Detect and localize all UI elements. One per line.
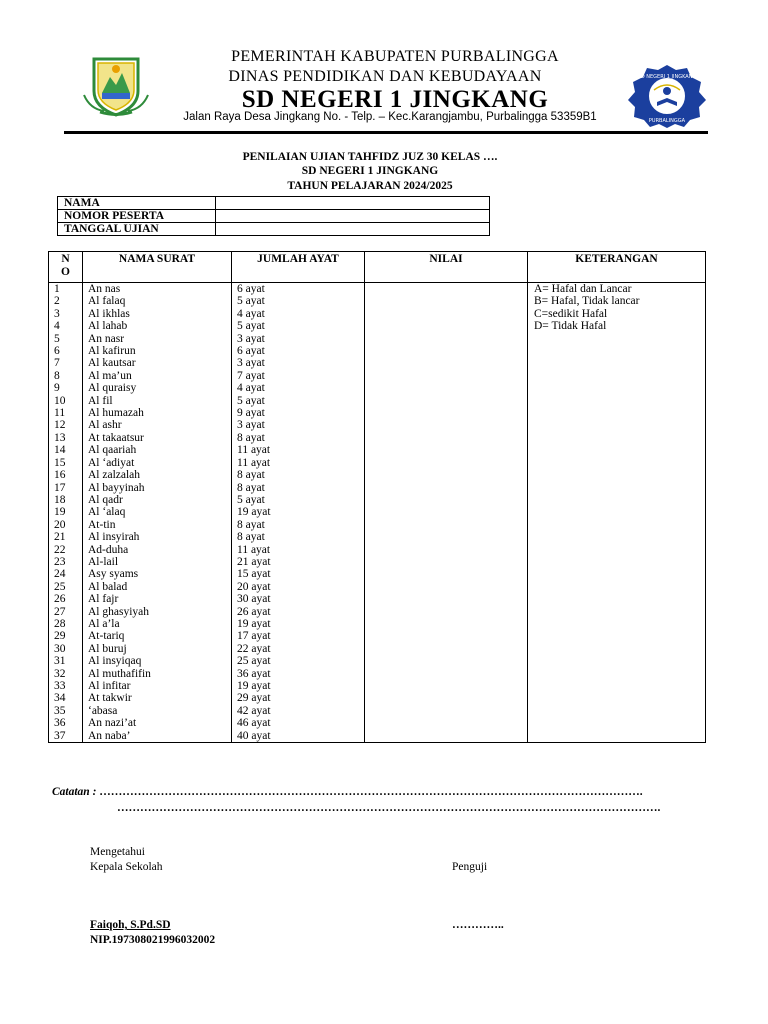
table-row [49, 295, 706, 307]
cell-keterangan [528, 593, 706, 605]
document-title: PENILAIAN UJIAN TAHFIDZ JUZ 30 KELAS …. [242, 151, 498, 163]
cell-jumlah-ayat: 17 ayat [232, 630, 365, 642]
identity-row [58, 210, 490, 223]
letterhead-regency: PEMERINTAH KABUPATEN PURBALINGGA [231, 48, 559, 65]
table-row [49, 519, 706, 531]
table-row [49, 407, 706, 419]
catatan-line-2[interactable]: ……………………………………………………………………………………………………………………………. [117, 802, 661, 814]
table-row [49, 320, 706, 332]
table-row [49, 655, 706, 667]
cell-nilai[interactable] [365, 444, 528, 456]
col-header-no-top: N [61, 253, 70, 265]
table-row [49, 357, 706, 369]
cell-jumlah-ayat: 3 ayat [232, 333, 365, 345]
cell-nilai[interactable] [365, 357, 528, 369]
cell-nama-surat: Al insyirah [83, 531, 232, 543]
cell-jumlah-ayat: 6 ayat [232, 345, 365, 357]
cell-no: 37 [49, 730, 83, 743]
cell-nilai[interactable] [365, 333, 528, 345]
cell-keterangan [528, 643, 706, 655]
cell-nilai[interactable] [365, 630, 528, 642]
cell-no: 8 [49, 370, 83, 382]
cell-nama-surat: Al ‘alaq [83, 506, 232, 518]
identity-label-nomor-peserta: NOMOR PESERTA [58, 210, 216, 223]
cell-nilai[interactable] [365, 283, 528, 296]
cell-nama-surat: Al muthafifin [83, 668, 232, 680]
cell-nilai[interactable] [365, 382, 528, 394]
cell-nama-surat: Al-lail [83, 556, 232, 568]
cell-jumlah-ayat: 30 ayat [232, 593, 365, 605]
cell-keterangan [528, 568, 706, 580]
cell-nilai[interactable] [365, 519, 528, 531]
cell-no: 27 [49, 606, 83, 618]
assessment-table [48, 251, 706, 743]
cell-nama-surat: Al ikhlas [83, 308, 232, 320]
cell-nama-surat: Al ‘adiyat [83, 457, 232, 469]
cell-nama-surat: Ad-duha [83, 544, 232, 556]
document-subtitle-year: TAHUN PELAJARAN 2024/2025 [287, 180, 453, 192]
cell-jumlah-ayat: 8 ayat [232, 519, 365, 531]
cell-nilai[interactable] [365, 581, 528, 593]
cell-keterangan [528, 544, 706, 556]
cell-nama-surat: Al fajr [83, 593, 232, 605]
cell-nama-surat: Al balad [83, 581, 232, 593]
cell-no: 14 [49, 444, 83, 456]
cell-no: 31 [49, 655, 83, 667]
cell-keterangan [528, 531, 706, 543]
cell-keterangan [528, 457, 706, 469]
cell-nama-surat: At takaatsur [83, 432, 232, 444]
cell-keterangan [528, 333, 706, 345]
cell-nilai[interactable] [365, 469, 528, 481]
cell-nilai[interactable] [365, 668, 528, 680]
cell-jumlah-ayat: 8 ayat [232, 531, 365, 543]
cell-nilai[interactable] [365, 395, 528, 407]
table-row [49, 457, 706, 469]
cell-jumlah-ayat: 26 ayat [232, 606, 365, 618]
cell-nama-surat: ‘abasa [83, 705, 232, 717]
cell-no: 28 [49, 618, 83, 630]
table-row [49, 643, 706, 655]
cell-nama-surat: Al humazah [83, 407, 232, 419]
table-row [49, 395, 706, 407]
table-row [49, 531, 706, 543]
cell-nilai[interactable] [365, 643, 528, 655]
cell-keterangan [528, 494, 706, 506]
cell-jumlah-ayat: 5 ayat [232, 494, 365, 506]
kepala-sekolah-label: Kepala Sekolah [90, 861, 163, 873]
cell-nama-surat: Al insyiqaq [83, 655, 232, 667]
table-row [49, 283, 706, 296]
cell-no: 30 [49, 643, 83, 655]
cell-no: 15 [49, 457, 83, 469]
cell-keterangan [528, 370, 706, 382]
cell-no: 26 [49, 593, 83, 605]
cell-keterangan [528, 357, 706, 369]
cell-nama-surat: An nasr [83, 333, 232, 345]
table-row [49, 668, 706, 680]
cell-no: 20 [49, 519, 83, 531]
cell-jumlah-ayat: 5 ayat [232, 320, 365, 332]
cell-jumlah-ayat: 3 ayat [232, 357, 365, 369]
cell-nilai[interactable] [365, 730, 528, 743]
table-row [49, 556, 706, 568]
cell-keterangan [528, 655, 706, 667]
table-row [49, 717, 706, 729]
penguji-label: Penguji [452, 861, 488, 873]
identity-label-nama: NAMA [58, 197, 216, 210]
cell-keterangan [528, 618, 706, 630]
cell-nama-surat: Al buruj [83, 643, 232, 655]
cell-no: 11 [49, 407, 83, 419]
cell-keterangan [528, 482, 706, 494]
table-row [49, 419, 706, 431]
table-row [49, 333, 706, 345]
cell-jumlah-ayat: 8 ayat [232, 432, 365, 444]
cell-nilai[interactable] [365, 680, 528, 692]
cell-nilai[interactable] [365, 419, 528, 431]
cell-no: 35 [49, 705, 83, 717]
cell-nama-surat: At takwir [83, 692, 232, 704]
cell-jumlah-ayat: 3 ayat [232, 419, 365, 431]
cell-jumlah-ayat: 4 ayat [232, 308, 365, 320]
cell-no: 36 [49, 717, 83, 729]
purbalingga-regency-logo [80, 55, 152, 117]
cell-jumlah-ayat: 20 ayat [232, 581, 365, 593]
cell-jumlah-ayat: 19 ayat [232, 618, 365, 630]
cell-no: 25 [49, 581, 83, 593]
table-row [49, 544, 706, 556]
letterhead-address: Jalan Raya Desa Jingkang No. - Telp. – Kec.Karangjambu, Purbalingga 53359B1 [183, 111, 597, 123]
table-row [49, 432, 706, 444]
cell-no: 6 [49, 345, 83, 357]
table-row [49, 370, 706, 382]
cell-jumlah-ayat: 36 ayat [232, 668, 365, 680]
table-row [49, 382, 706, 394]
cell-nama-surat: An nazi’at [83, 717, 232, 729]
penguji-name-placeholder[interactable]: ………….. [452, 919, 504, 931]
cell-nilai[interactable] [365, 593, 528, 605]
identity-label-tanggal-ujian: TANGGAL UJIAN [58, 223, 216, 236]
col-header-keterangan: KETERANGAN [528, 252, 706, 283]
cell-no: 12 [49, 419, 83, 431]
logo-ring-text: SD NEGERI 1 JINGKANG [637, 74, 697, 80]
table-row [49, 680, 706, 692]
cell-nama-surat: An nas [83, 283, 232, 296]
cell-nama-surat: At-tin [83, 519, 232, 531]
logo-bottom-text: PURBALINGGA [648, 118, 686, 124]
cell-nilai[interactable] [365, 705, 528, 717]
cell-jumlah-ayat: 5 ayat [232, 395, 365, 407]
table-row [49, 482, 706, 494]
cell-no: 16 [49, 469, 83, 481]
cell-nama-surat: An naba’ [83, 730, 232, 743]
identity-table [57, 196, 490, 236]
cell-nilai[interactable] [365, 618, 528, 630]
cell-jumlah-ayat: 5 ayat [232, 295, 365, 307]
cell-nilai[interactable] [365, 320, 528, 332]
cell-jumlah-ayat: 19 ayat [232, 680, 365, 692]
cell-nilai[interactable] [365, 692, 528, 704]
cell-keterangan: D= Tidak Hafal [528, 320, 706, 332]
letterhead-office: DINAS PENDIDIKAN DAN KEBUDAYAAN [228, 68, 542, 85]
cell-jumlah-ayat: 11 ayat [232, 544, 365, 556]
cell-jumlah-ayat: 7 ayat [232, 370, 365, 382]
cell-nama-surat: Al a’la [83, 618, 232, 630]
cell-nilai[interactable] [365, 370, 528, 382]
letterhead-divider [64, 131, 708, 134]
cell-no: 10 [49, 395, 83, 407]
cell-jumlah-ayat: 25 ayat [232, 655, 365, 667]
cell-nama-surat: Al kautsar [83, 357, 232, 369]
cell-nilai[interactable] [365, 531, 528, 543]
table-row [49, 618, 706, 630]
cell-nama-surat: Al zalzalah [83, 469, 232, 481]
cell-nilai[interactable] [365, 482, 528, 494]
cell-keterangan [528, 606, 706, 618]
cell-jumlah-ayat: 11 ayat [232, 457, 365, 469]
table-row [49, 692, 706, 704]
cell-nama-surat: Al falaq [83, 295, 232, 307]
document-subtitle-school: SD NEGERI 1 JINGKANG [301, 165, 439, 177]
col-header-nilai: NILAI [365, 252, 528, 283]
cell-nilai[interactable] [365, 457, 528, 469]
cell-no: 3 [49, 308, 83, 320]
table-row [49, 308, 706, 320]
cell-no: 19 [49, 506, 83, 518]
cell-nilai[interactable] [365, 655, 528, 667]
cell-jumlah-ayat: 8 ayat [232, 482, 365, 494]
table-row [49, 593, 706, 605]
cell-keterangan [528, 630, 706, 642]
cell-nama-surat: Al ashr [83, 419, 232, 431]
cell-keterangan [528, 730, 706, 743]
cell-nilai[interactable] [365, 506, 528, 518]
mengetahui-label: Mengetahui [90, 846, 145, 858]
table-row [49, 581, 706, 593]
cell-keterangan [528, 469, 706, 481]
cell-no: 21 [49, 531, 83, 543]
cell-no: 23 [49, 556, 83, 568]
cell-nama-surat: Al quraisy [83, 382, 232, 394]
cell-keterangan [528, 345, 706, 357]
identity-row [58, 223, 490, 236]
cell-no: 29 [49, 630, 83, 642]
cell-no: 33 [49, 680, 83, 692]
cell-keterangan [528, 407, 706, 419]
table-row [49, 568, 706, 580]
cell-keterangan [528, 382, 706, 394]
cell-nama-surat: Al qaariah [83, 444, 232, 456]
cell-jumlah-ayat: 21 ayat [232, 556, 365, 568]
cell-keterangan [528, 432, 706, 444]
cell-jumlah-ayat: 8 ayat [232, 469, 365, 481]
cell-nama-surat: Al lahab [83, 320, 232, 332]
cell-keterangan: C=sedikit Hafal [528, 308, 706, 320]
cell-no: 2 [49, 295, 83, 307]
cell-jumlah-ayat: 22 ayat [232, 643, 365, 655]
cell-keterangan [528, 395, 706, 407]
cell-nilai[interactable] [365, 568, 528, 580]
cell-no: 9 [49, 382, 83, 394]
cell-nilai[interactable] [365, 345, 528, 357]
cell-nilai[interactable] [365, 606, 528, 618]
cell-no: 18 [49, 494, 83, 506]
col-header-no [49, 252, 83, 283]
cell-jumlah-ayat: 42 ayat [232, 705, 365, 717]
col-header-jumlah-ayat: JUMLAH AYAT [232, 252, 365, 283]
cell-jumlah-ayat: 15 ayat [232, 568, 365, 580]
cell-nilai[interactable] [365, 308, 528, 320]
cell-keterangan [528, 506, 706, 518]
cell-keterangan [528, 680, 706, 692]
cell-nama-surat: Al bayyinah [83, 482, 232, 494]
cell-no: 24 [49, 568, 83, 580]
cell-nilai[interactable] [365, 717, 528, 729]
table-row [49, 469, 706, 481]
table-row [49, 705, 706, 717]
cell-nilai[interactable] [365, 494, 528, 506]
cell-keterangan [528, 717, 706, 729]
col-header-nama-surat: NAMA SURAT [83, 252, 232, 283]
catatan-line-1[interactable]: ……………………………………………………………………………………………………………………………. [99, 786, 643, 798]
cell-nama-surat: Al qadr [83, 494, 232, 506]
kepala-sekolah-name: Faiqoh, S.Pd.SD [90, 919, 171, 931]
cell-nama-surat: Asy syams [83, 568, 232, 580]
cell-jumlah-ayat: 46 ayat [232, 717, 365, 729]
col-header-no-bottom: O [61, 266, 70, 278]
cell-no: 13 [49, 432, 83, 444]
cell-no: 4 [49, 320, 83, 332]
table-row [49, 730, 706, 743]
cell-no: 22 [49, 544, 83, 556]
identity-field-nomor-peserta[interactable] [216, 210, 490, 223]
cell-jumlah-ayat: 6 ayat [232, 283, 365, 296]
cell-nama-surat: Al ma’un [83, 370, 232, 382]
cell-no: 7 [49, 357, 83, 369]
cell-keterangan [528, 556, 706, 568]
cell-nilai[interactable] [365, 295, 528, 307]
cell-nama-surat: Al infitar [83, 680, 232, 692]
cell-keterangan [528, 519, 706, 531]
cell-jumlah-ayat: 19 ayat [232, 506, 365, 518]
cell-jumlah-ayat: 4 ayat [232, 382, 365, 394]
cell-nama-surat: Al kafirun [83, 345, 232, 357]
table-header-row [49, 252, 706, 283]
cell-keterangan: B= Hafal, Tidak lancar [528, 295, 706, 307]
cell-jumlah-ayat: 11 ayat [232, 444, 365, 456]
cell-keterangan [528, 705, 706, 717]
cell-nilai[interactable] [365, 556, 528, 568]
cell-no: 1 [49, 283, 83, 296]
cell-keterangan [528, 444, 706, 456]
table-row [49, 606, 706, 618]
cell-keterangan [528, 692, 706, 704]
table-row [49, 345, 706, 357]
cell-nilai[interactable] [365, 544, 528, 556]
cell-jumlah-ayat: 29 ayat [232, 692, 365, 704]
cell-keterangan [528, 668, 706, 680]
cell-nilai[interactable] [365, 432, 528, 444]
cell-nilai[interactable] [365, 407, 528, 419]
cell-no: 32 [49, 668, 83, 680]
cell-no: 34 [49, 692, 83, 704]
cell-jumlah-ayat: 40 ayat [232, 730, 365, 743]
cell-keterangan: A= Hafal dan Lancar [528, 283, 706, 296]
identity-field-nama[interactable] [216, 197, 490, 210]
letterhead-school-name: SD NEGERI 1 JINGKANG [241, 86, 549, 113]
identity-row [58, 197, 490, 210]
table-row [49, 444, 706, 456]
cell-no: 5 [49, 333, 83, 345]
cell-keterangan [528, 581, 706, 593]
cell-jumlah-ayat: 9 ayat [232, 407, 365, 419]
kepala-sekolah-nip: NIP.197308021996032002 [90, 934, 216, 946]
catatan-label: Catatan : [52, 786, 97, 798]
cell-nama-surat: At-tariq [83, 630, 232, 642]
cell-no: 17 [49, 482, 83, 494]
identity-field-tanggal-ujian[interactable] [216, 223, 490, 236]
table-row [49, 630, 706, 642]
table-row [49, 494, 706, 506]
cell-nama-surat: Al fil [83, 395, 232, 407]
cell-keterangan [528, 419, 706, 431]
cell-nama-surat: Al ghasyiyah [83, 606, 232, 618]
table-row [49, 506, 706, 518]
